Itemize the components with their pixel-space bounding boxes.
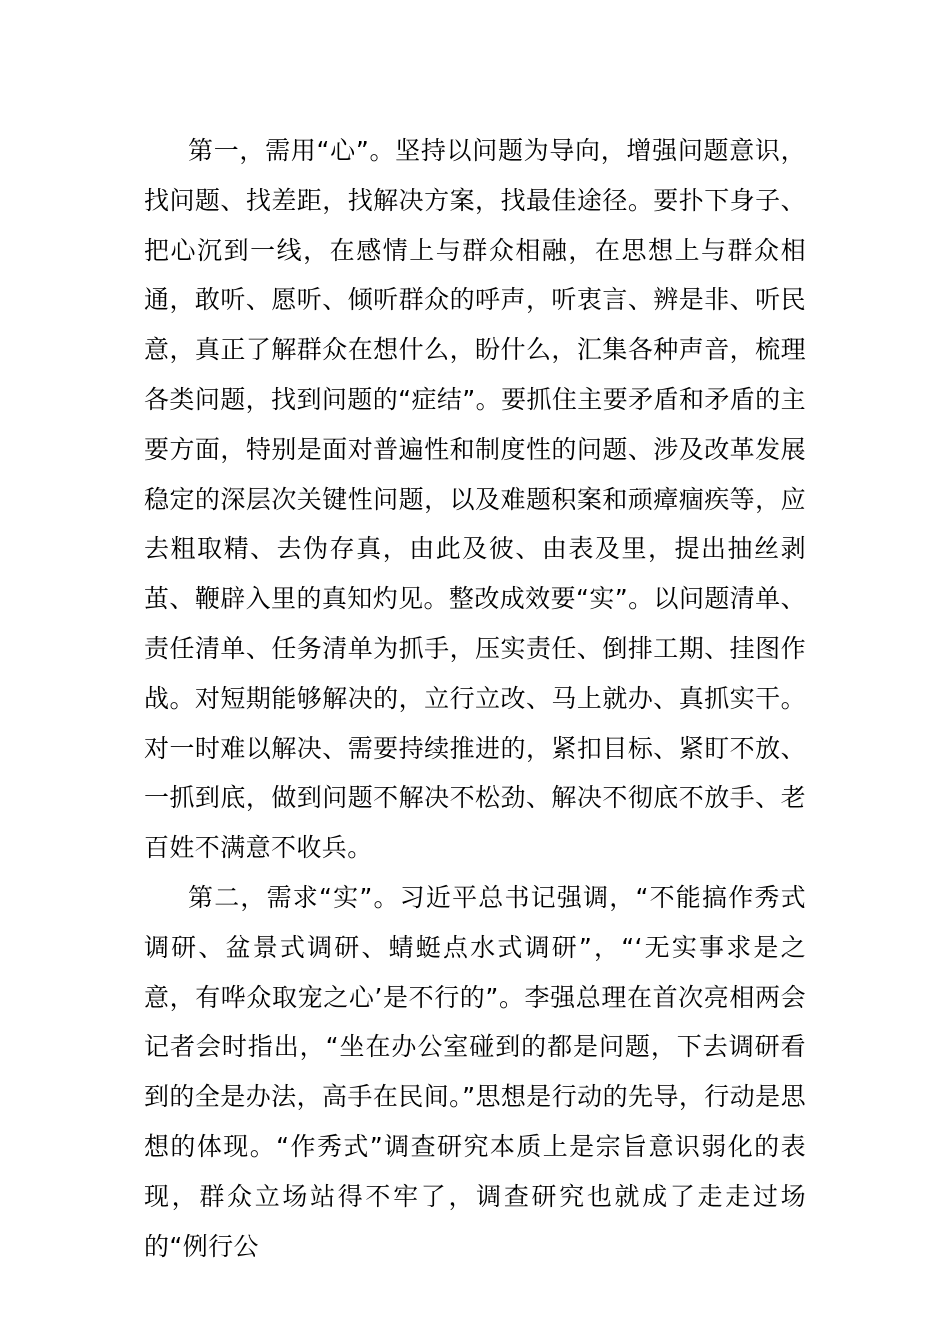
paragraph-2: 第二，需求“实”。习近平总书记强调，“不能搞作秀式调研、盆景式调研、蜻蜓点水式调研”，“‘无实事求是之意，有哗众取宠之心’是不行的”。李强总理在首次亮相两会记者会时指出，“坐在办公室碰到的都是问题，下去调研看到的全是办法，高手在民间。”思想是行动的先导，行动是思想的体现。“作秀式”调查研究本质上是宗旨意识弱化的表现，群众立场站得不牢了，调查研究也就成了走走过场的“例行公 bbox=[144, 882, 806, 1261]
paragraph-1: 第一，需用“心”。坚持以问题为导向，增强问题意识，找问题、找差距，找解决方案，找最佳途径。要扑下身子、把心沉到一线，在感情上与群众相融，在思想上与群众相通，敢听、愿听、倾听群众的呼声，听衷言、辨是非、听民意，真正了解群众在想什么，盼什么，汇集各种声音，梳理各类问题，找到问题的“症结”。要抓住主要矛盾和矛盾的主要方面，特别是面对普遍性和制度性的问题、涉及改革发展稳定的深层次关键性问题，以及难题积案和顽瘴痼疾等，应去粗取精、去伪存真，由此及彼、由表及里，提出抽丝剥茧、鞭辟入里的真知灼见。整改成效要“实”。以问题清单、责任清单、任务清单为抓手，压实责任、倒排工期、挂图作战。对短期能够解决的，立行立改、马上就办、真抓实干。对一时难以解决、需要持续推进的，紧扣目标、紧盯不放、一抓到底，做到问题不解决不松劲、解决不彻底不放手、老百姓不满意不收兵。 bbox=[144, 136, 806, 863]
document-body bbox=[144, 126, 806, 1271]
